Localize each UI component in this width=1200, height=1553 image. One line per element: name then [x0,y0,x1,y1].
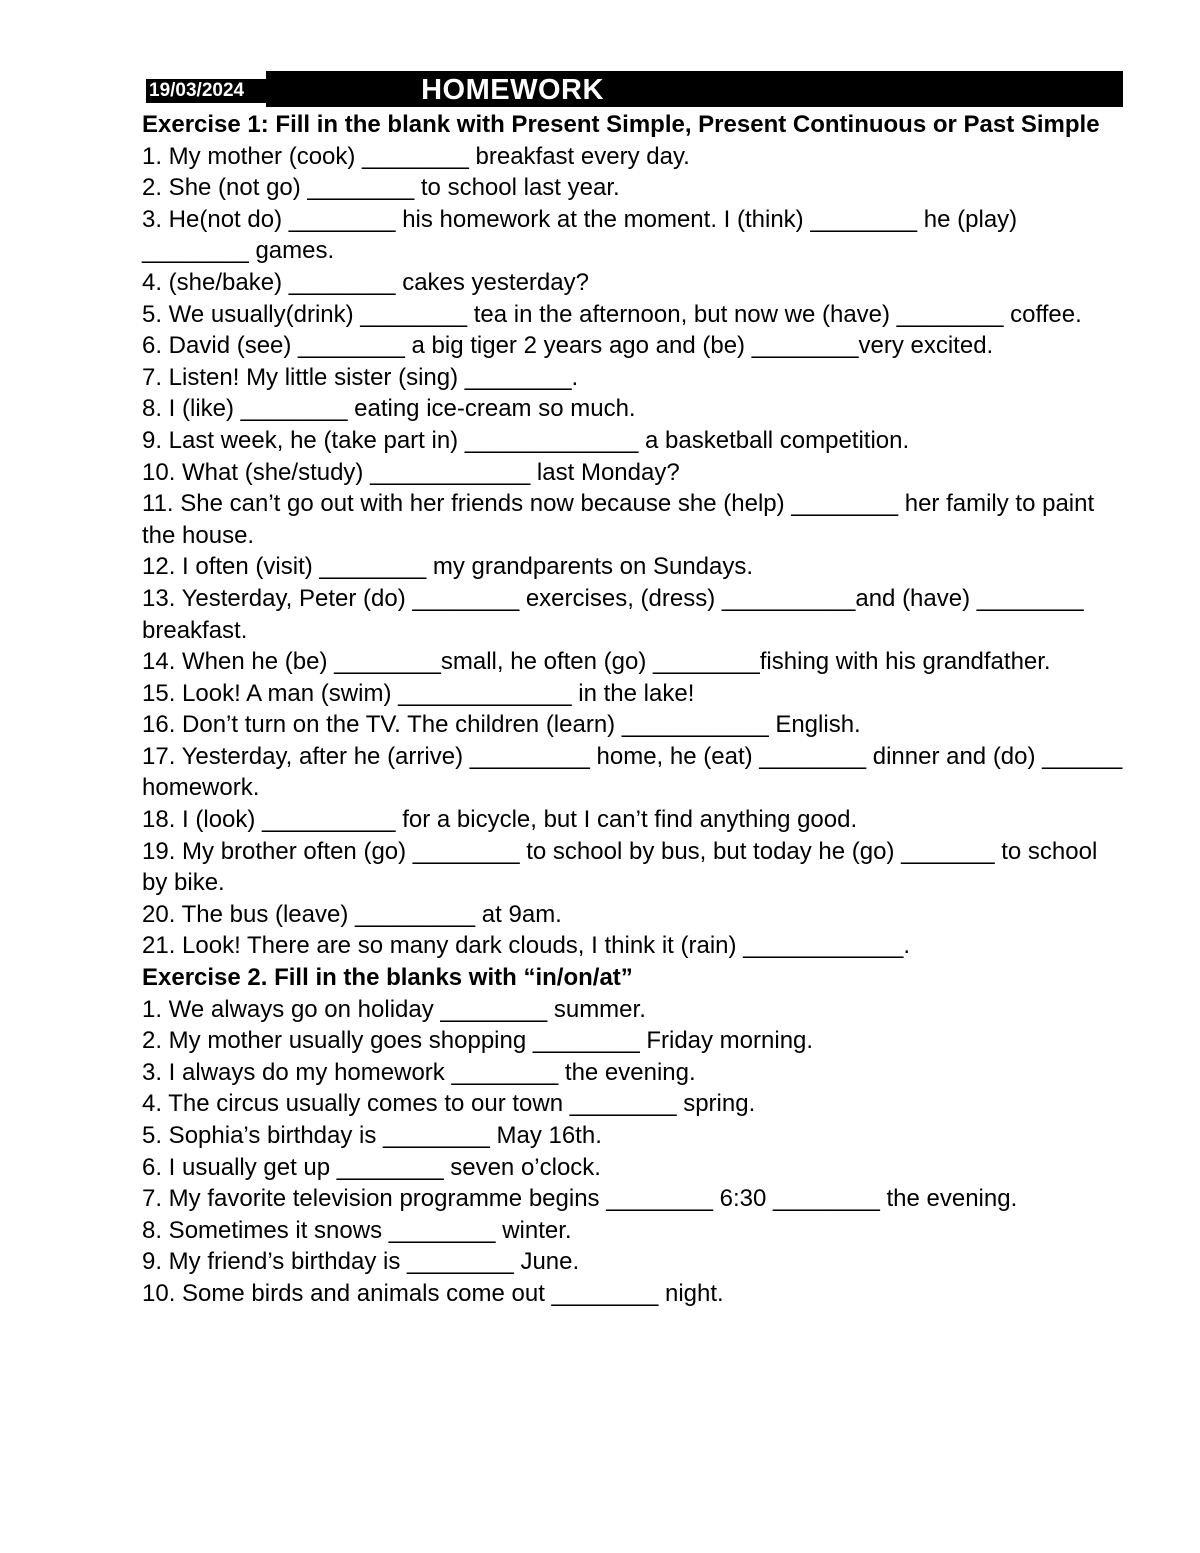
exercise-2-item-3: 3. I always do my homework ________ the evening. [142,1058,696,1086]
exercise-1-list [142,141,1127,962]
exercise-1-item-17: 17. Yesterday, after he (arrive) _________ home, he (eat) ________ dinner and (do) ______ homework. [142,742,1123,802]
exercise-1-item-7: 7. Listen! My little sister (sing) ________. [142,363,579,391]
exercise-2-heading: Exercise 2. Fill in the blanks with “in/on/at” [142,964,633,992]
worksheet-page [142,70,1127,1310]
exercise-1-item-10: 10. What (she/study) ____________ last Monday? [142,458,680,486]
exercise-1-item-18: 18. I (look) __________ for a bicycle, but I can’t find anything good. [142,806,858,834]
page-title: HOMEWORK [421,74,604,106]
header-bar [142,70,1123,106]
exercise-1-item-14: 14. When he (be) ________small, he often (go) ________fishing with his grandfather. [142,648,1051,676]
exercise-2-item-1: 1. We always go on holiday ________ summer. [142,995,646,1023]
exercise-1-item-21: 21. Look! There are so many dark clouds, I think it (rain) ____________. [142,932,911,960]
exercise-2-item-7: 7. My favorite television programme begins ________ 6:30 ________ the evening. [142,1185,1018,1213]
exercise-1-item-16: 16. Don’t turn on the TV. The children (learn) ___________ English. [142,711,861,739]
exercise-1-item-3: 3. He(not do) ________ his homework at the moment. I (think) ________ he (play) ________ games. [142,205,1018,265]
exercise-1-item-4: 4. (she/bake) ________ cakes yesterday? [142,268,589,296]
exercise-2-item-2: 2. My mother usually goes shopping ________ Friday morning. [142,1027,814,1055]
exercise-2-item-6: 6. I usually get up ________ seven o’clock. [142,1153,601,1181]
date-label: 19/03/2024 [146,79,266,103]
exercise-1-item-13: 13. Yesterday, Peter (do) ________ exercises, (dress) __________and (have) ________ breakfast. [142,584,1084,644]
exercise-1-item-1: 1. My mother (cook) ________ breakfast every day. [142,142,690,170]
exercise-1-item-15: 15. Look! A man (swim) _____________ in the lake! [142,679,695,707]
exercise-1-item-20: 20. The bus (leave) _________ at 9am. [142,900,562,928]
exercise-1-item-8: 8. I (like) ________ eating ice-cream so much. [142,395,636,423]
exercise-2-item-10: 10. Some birds and animals come out ________ night. [142,1279,724,1307]
exercise-1-item-9: 9. Last week, he (take part in) _____________ a basketball competition. [142,426,910,454]
exercise-1-item-2: 2. She (not go) ________ to school last year. [142,174,620,202]
exercise-1-item-12: 12. I often (visit) ________ my grandparents on Sundays. [142,553,754,581]
exercise-2-item-8: 8. Sometimes it snows ________ winter. [142,1216,572,1244]
exercise-1-item-5: 5. We usually(drink) ________ tea in the afternoon, but now we (have) ________ coffee. [142,300,1082,328]
worksheet-content [142,109,1127,1310]
exercise-2-item-5: 5. Sophia’s birthday is ________ May 16th. [142,1122,602,1149]
exercise-1-item-19: 19. My brother often (go) ________ to school by bus, but today he (go) _______ to school by bike. [142,837,1098,897]
exercise-1-item-11: 11. She can’t go out with her friends now because she (help) ________ her family to paint the house. [142,490,1095,549]
exercise-2-item-9: 9. My friend’s birthday is ________ June. [142,1248,580,1276]
exercise-2-list [142,994,1127,1310]
exercise-2-item-4: 4. The circus usually comes to our town ________ spring. [142,1090,756,1118]
exercise-1-item-6: 6. David (see) ________ a big tiger 2 years ago and (be) ________very excited. [142,332,994,360]
exercise-1-heading: Exercise 1: Fill in the blank with Present Simple, Present Continuous or Past Simple [142,111,1100,138]
